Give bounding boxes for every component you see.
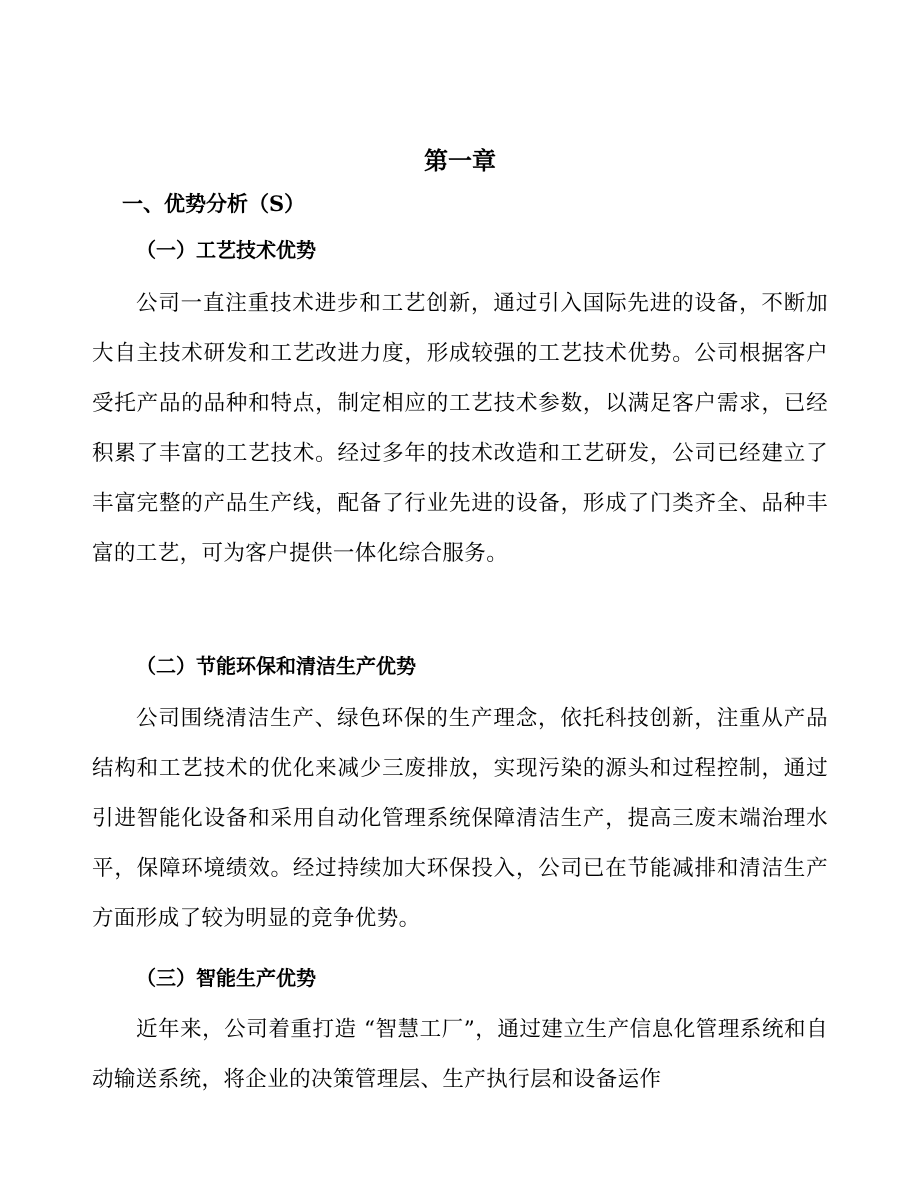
section-heading: 一、优势分析（S） xyxy=(122,191,306,216)
subsection-heading-process-technology: （一）工艺技术优势 xyxy=(136,238,316,262)
paragraph-process-technology: 公司一直注重技术进步和工艺创新，通过引入国际先进的设备，不断加大自主技术研发和工艺改进力度，形成较强的工艺技术优势。公司根据客户受托产品的品种和特点，制定相应的工艺技术参数，以满足客户需求，已经积累了丰富的工艺技术。经过多年的技术改造和工艺研发，公司已经建立了丰富完整的产品生产线，配备了行业先进的设备，形成了门类齐全、品种丰富的工艺，可为客户提供一体化综合服务。 xyxy=(92,291,828,566)
paragraph-smart-production: 近年来，公司着重打造 “智慧工厂”，通过建立生产信息化管理系统和自动输送系统，将企业的决策管理层、生产执行层和设备运作 xyxy=(92,1017,828,1092)
subsection-heading-energy-saving: （二）节能环保和清洁生产优势 xyxy=(136,654,416,678)
subsection-heading-smart-production: （三）智能生产优势 xyxy=(136,966,316,990)
paragraph-energy-saving: 公司围绕清洁生产、绿色环保的生产理念，依托科技创新，注重从产品结构和工艺技术的优化来减少三废排放，实现污染的源头和过程控制，通过引进智能化设备和采用自动化管理系统保障清洁生产，提高三废末端治理水平，保障环境绩效。经过持续加大环保投入，公司已在节能减排和清洁生产方面形成了较为明显的竞争优势。 xyxy=(92,706,828,931)
chapter-title: 第一章 xyxy=(424,146,496,175)
